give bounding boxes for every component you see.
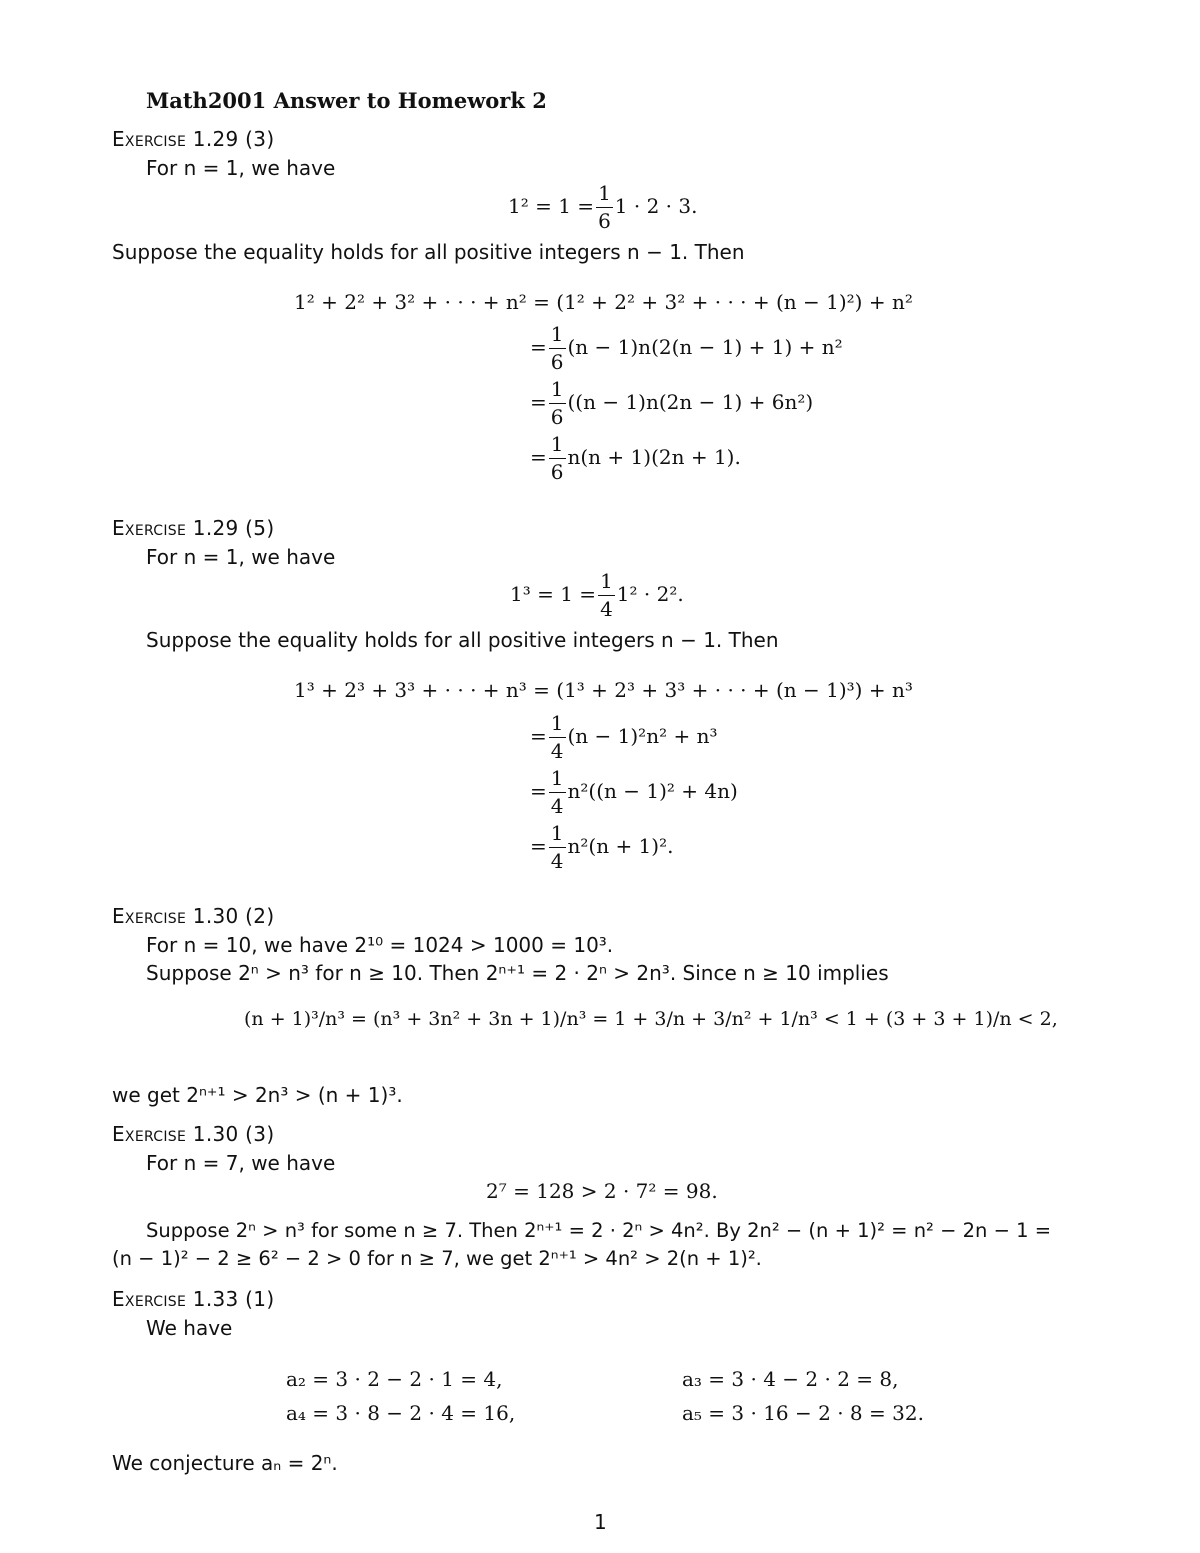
ex1-sum-line-3: = $\frac{1}{6}$ ((n − 1)n(2n − 1) + 6n²)	[530, 377, 814, 429]
ex4-step-line-1: Suppose 2ⁿ > n³ for some n ≥ 7. Then 2ⁿ⁺¹ = 2 · 2ⁿ > 4n². By 2n² − (n + 1)² = n² − 2n − 1 =	[146, 1219, 1052, 1242]
ex4-base-intro: For n = 7, we have	[146, 1151, 336, 1175]
ex5-a5: a₅ = 3 · 16 − 2 · 8 = 32.	[682, 1401, 924, 1425]
ex2-base-equation: 1³ = 1 = $\frac{1}{4}$ 1² · 2².	[510, 569, 684, 621]
ex2-sum-line-2: = $\frac{1}{4}$ (n − 1)²n² + n³	[530, 711, 718, 763]
ex5-a2: a₂ = 3 · 2 − 2 · 1 = 4,	[286, 1367, 503, 1391]
ex1-sum-line-4: = $\frac{1}{6}$ n(n + 1)(2n + 1).	[530, 432, 741, 484]
ex3-inequality: (n + 1)³/n³ = (n³ + 3n² + 3n + 1)/n³ = 1 + 3/n + 3/n² + 1/n³ < 1 + (3 + 3 + 1)/n < 2,	[244, 1008, 1058, 1030]
ex3-step-line: Suppose 2ⁿ > n³ for n ≥ 10. Then 2ⁿ⁺¹ = 2 · 2ⁿ > 2n³. Since n ≥ 10 implies	[146, 961, 889, 985]
ex5-intro: We have	[146, 1316, 233, 1340]
ex1-induction-step: Suppose the equality holds for all positive integers n − 1. Then	[112, 240, 745, 264]
exercise-1-30-2-heading: Exercise 1.30 (2)	[112, 904, 275, 928]
ex2-induction-step: Suppose the equality holds for all positive integers n − 1. Then	[146, 628, 779, 652]
page-title: Math2001 Answer to Homework 2	[146, 88, 547, 113]
exercise-1-30-3-heading: Exercise 1.30 (3)	[112, 1122, 275, 1146]
ex1-base-equation: 1² = 1 = $\frac{1}{6}$ 1 · 2 · 3.	[508, 181, 698, 233]
ex2-sum-line-4: = $\frac{1}{4}$ n²(n + 1)².	[530, 821, 674, 873]
exercise-1-29-5-heading: Exercise 1.29 (5)	[112, 516, 275, 540]
page-number: 1	[594, 1510, 607, 1534]
ex3-base-line: For n = 10, we have 2¹⁰ = 1024 > 1000 = 10³.	[146, 933, 614, 957]
ex4-base-equation: 2⁷ = 128 > 2 · 7² = 98.	[486, 1179, 718, 1203]
ex2-sum-line-1: 1³ + 2³ + 3³ + · · · + n³ = (1³ + 2³ + 3³ + · · · + (n − 1)³) + n³	[294, 678, 913, 702]
ex2-base-intro: For n = 1, we have	[146, 545, 336, 569]
ex5-a3: a₃ = 3 · 4 − 2 · 2 = 8,	[682, 1367, 899, 1391]
ex4-step-line-2: (n − 1)² − 2 ≥ 6² − 2 > 0 for n ≥ 7, we get 2ⁿ⁺¹ > 4n² > 2(n + 1)².	[112, 1247, 762, 1270]
ex5-conjecture: We conjecture aₙ = 2ⁿ.	[112, 1451, 338, 1475]
ex2-sum-line-3: = $\frac{1}{4}$ n²((n − 1)² + 4n)	[530, 766, 738, 818]
exercise-1-33-1-heading: Exercise 1.33 (1)	[112, 1287, 275, 1311]
ex1-sum-line-2: = $\frac{1}{6}$ (n − 1)n(2(n − 1) + 1) + n²	[530, 322, 843, 374]
ex1-sum-line-1: 1² + 2² + 3² + · · · + n² = (1² + 2² + 3² + · · · + (n − 1)²) + n²	[294, 290, 913, 314]
ex1-base-intro: For n = 1, we have	[146, 156, 336, 180]
ex5-a4: a₄ = 3 · 8 − 2 · 4 = 16,	[286, 1401, 516, 1425]
exercise-1-29-3-heading: Exercise 1.29 (3)	[112, 127, 275, 151]
ex3-conclusion: we get 2ⁿ⁺¹ > 2n³ > (n + 1)³.	[112, 1083, 403, 1107]
